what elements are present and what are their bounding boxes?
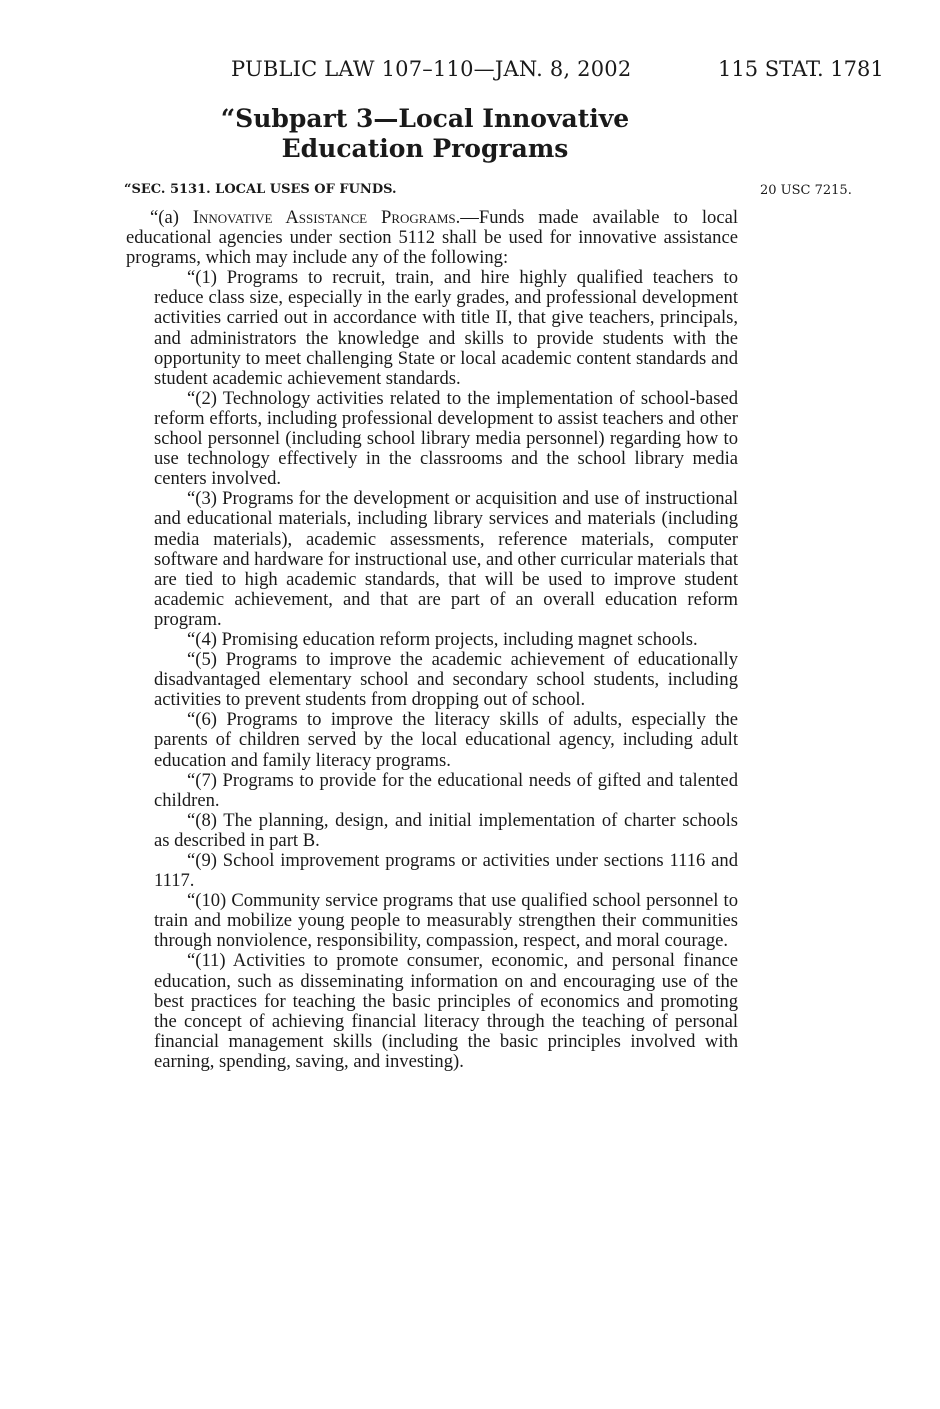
paragraph-item: “(6) Programs to improve the literacy skills of adults, especially the parents of children served by the local educational agency, including adult education and family literacy programs. [154, 709, 738, 771]
subpart-title: “Subpart 3—Local Innovative Education Programs [220, 104, 630, 163]
subsection-a-lead: “(a) [150, 207, 193, 228]
paragraph-item: “(7) Programs to provide for the educational needs of gifted and talented children. [154, 769, 738, 811]
subsection-a [126, 208, 738, 268]
subsection-a-text: —Funds made available to local educational agencies under section 5112 shall be used for innovative assistance programs, which may include any of the following: [126, 207, 738, 269]
paragraph-item: “(8) The planning, design, and initial implementation of charter schools as described in part B. [154, 809, 738, 851]
section-heading: “SEC. 5131. LOCAL USES OF FUNDS. [124, 182, 397, 197]
paragraph-item: “(10) Community service programs that use qualified school personnel to train and mobilize young people to measurably strengthen their communities through nonviolence, responsibility, compassion, respect, and moral courage. [154, 890, 738, 952]
paragraph-item: “(2) Technology activities related to the implementation of school-based reform efforts, including professional development to assist teachers and other school personnel (including school library media personnel) regarding how to use technology effectively in the classrooms and the school library media centers involved. [154, 387, 738, 490]
paragraph-item: “(1) Programs to recruit, train, and hire highly qualified teachers to reduce class size, especially in the early grades, and professional development activities carried out in accordance with title II, that give teachers, principals, and administrators the knowledge and skills to provide students with the opportunity to meet challenging State or local academic content standards and student academic achievement standards. [154, 267, 738, 389]
paragraph-item: “(5) Programs to improve the academic achievement of educationally disadvantaged elementary school and secondary school students, including activities to prevent students from dropping out of school. [154, 649, 738, 711]
running-header-stat: 115 STAT. 1781 [718, 57, 884, 81]
paragraph-item: “(3) Programs for the development or acquisition and use of instructional and educational materials, including library services and materials (including media materials), academic assessments, reference materials, computer software and hardware for instructional use, and other curricular materials that are tied to high academic standards, that will be used to improve student academic achievement, and that are part of an overall education reform program. [154, 488, 738, 630]
paragraph-item: “(9) School improvement programs or activities under sections 1116 and 1117. [154, 850, 738, 892]
paragraph-item: “(11) Activities to promote consumer, economic, and personal finance education, such as disseminating information on and encouraging use of the best practices for teaching the basic principles of economics and promoting the concept of achieving financial literacy through the teaching of personal financial management skills (including the basic principles involved with earning, spending, saving, and investing). [154, 950, 738, 1072]
running-header-law: PUBLIC LAW 107–110—JAN. 8, 2002 [231, 57, 632, 81]
paragraph-item: “(4) Promising education reform projects, including magnet schools. [187, 628, 698, 650]
subsection-a-caption: Innovative Assistance Programs. [192, 207, 461, 228]
margin-citation: 20 USC 7215. [760, 183, 852, 198]
section-body [126, 208, 738, 1072]
